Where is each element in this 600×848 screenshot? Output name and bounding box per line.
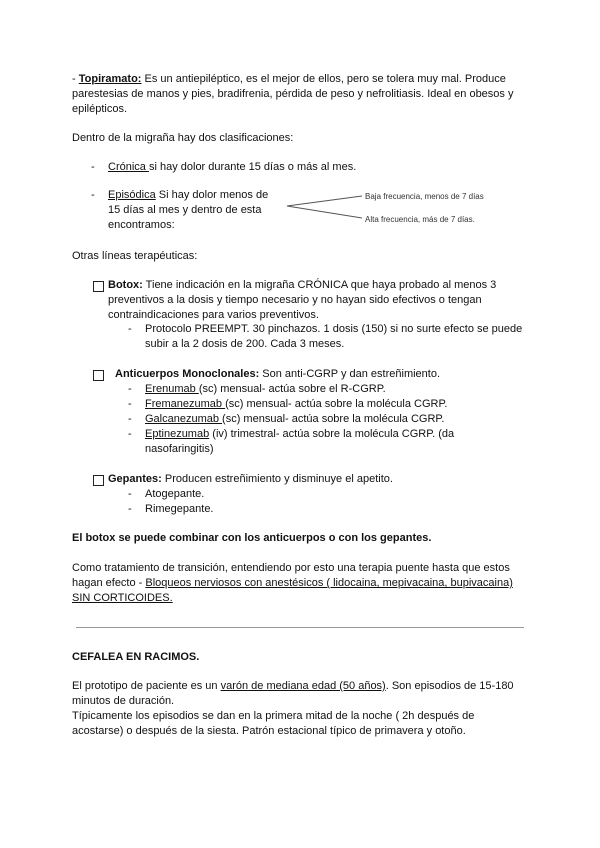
cronica-item: Crónica si hay dolor durante 15 días o más al mes. (108, 161, 357, 173)
anticuerpo-item-eptinezumab: Eptinezumab (iv) trimestral- actúa sobre la molécula CGRP. (da (145, 428, 455, 440)
botox-term: Botox: (108, 279, 143, 291)
gepantes-term: Gepantes: (108, 473, 162, 485)
branch-arrow-top (287, 196, 362, 206)
anticuerpo-item-fremanezumab: Fremanezumab (sc) mensual- actúa sobre la molécula CGRP. (145, 398, 448, 410)
anticuerpos-term: Anticuerpos Monoclonales: (115, 368, 260, 380)
anticuerpo-item-galcanezumab: Galcanezumab (sc) mensual- actúa sobre la molécula CGRP. (145, 413, 445, 425)
branch-arrows (285, 192, 365, 226)
branch-arrow-bottom (287, 206, 362, 218)
gepante-item-rimegepante: Rimegepante. (145, 503, 214, 515)
topiramato-paragraph (72, 72, 532, 117)
branch-bottom-label: Alta frecuencia, más de 7 días. (365, 215, 475, 224)
cronica-term: Crónica (108, 161, 149, 173)
botox-sub-item: Protocolo PREEMPT. 30 pinchazos. 1 dosis (150) si no surte efecto se puede subir a la 2 dosis de 200. Cada 3 meses. (145, 323, 523, 350)
bloqueos-link-text: Bloqueos nerviosos con anestésicos ( lidocaina, mepivacaina, bupivacaina) (145, 577, 513, 589)
anticuerpos-heading: Anticuerpos Monoclonales: Son anti-CGRP y dan estreñimiento. (115, 368, 441, 380)
gepante-dash: - (128, 503, 132, 515)
anticuerpo-dash: - (128, 383, 132, 395)
section-divider (76, 627, 524, 628)
gepante-item-atogepante: Atogepante. (145, 488, 205, 500)
transicion-paragraph: Como tratamiento de transición, entendiendo por esto una terapia puente hasta que estos hagan efecto - Bloqueos nerviosos con anestésicos ( lidocaina, mepivacaina, bupivacaina) SIN CORTICOIDES. (72, 562, 513, 604)
gepantes-heading: Gepantes: Producen estreñimiento y disminuye el apetito. (108, 473, 393, 485)
cefalea-heading: CEFALEA EN RACIMOS. (72, 651, 200, 663)
cronica-dash: - (91, 161, 95, 173)
anticuerpo-item-eptinezumab-cont: nasofaringitis) (145, 443, 214, 455)
episodica-dash: - (91, 189, 95, 201)
anticuerpo-dash: - (128, 428, 132, 440)
topiramato-term: Topiramato: (78, 73, 142, 85)
cefalea-paragraph-2: Típicamente los episodios se dan en la primera mitad de la noche ( 2h después de acostarse) o después de la siesta. Patrón estacional típico de primavera y otoño. (72, 710, 475, 737)
botox-block: Botox: Tiene indicación en la migraña CRÓNICA que haya probado al menos 3 preventivos a la dosis y tiempo necesario y no hayan sido efectivos o tengan contraindicaciones para varios preventivos. (108, 279, 497, 321)
episodica-term: Episódica (108, 189, 156, 201)
gepantes-checkbox[interactable] (93, 475, 104, 486)
clasificaciones-intro: Dentro de la migraña hay dos clasificaciones: (72, 132, 294, 144)
topiramato-line-1: - Topiramato: Es un antiepiléptico, es el mejor de ellos, pero se tolera muy mal. Produce (72, 73, 506, 85)
branch-top-label: Baja frecuencia, menos de 7 días (365, 192, 484, 201)
cefalea-highlight: varón de mediana edad (50 años) (220, 680, 386, 692)
episodica-item: Episódica Si hay dolor menos de 15 días al mes y dentro de esta encontramos: (108, 189, 269, 231)
topiramato-line-2: parestesias de manos y pies, bradifrenia, pérdida de peso y nefrolitiasis. Ideal en obesos y (72, 88, 514, 100)
botox-checkbox[interactable] (93, 281, 104, 292)
botox-note: El botox se puede combinar con los anticuerpos o con los gepantes. (72, 532, 432, 544)
cefalea-paragraph-1: El prototipo de paciente es un varón de mediana edad (50 años). Son episodios de 15-180 minutos de duración. (72, 680, 514, 707)
gepante-dash: - (128, 488, 132, 500)
anticuerpos-checkbox[interactable] (93, 370, 104, 381)
anticuerpo-dash: - (128, 398, 132, 410)
anticuerpo-dash: - (128, 413, 132, 425)
botox-sub-dash: - (128, 323, 132, 335)
anticuerpo-item-erenumab: Erenumab (sc) mensual- actúa sobre el R-CGRP. (145, 383, 386, 395)
otras-lineas-title: Otras líneas terapéuticas: (72, 250, 198, 262)
topiramato-line-3: epilépticos. (72, 103, 128, 115)
